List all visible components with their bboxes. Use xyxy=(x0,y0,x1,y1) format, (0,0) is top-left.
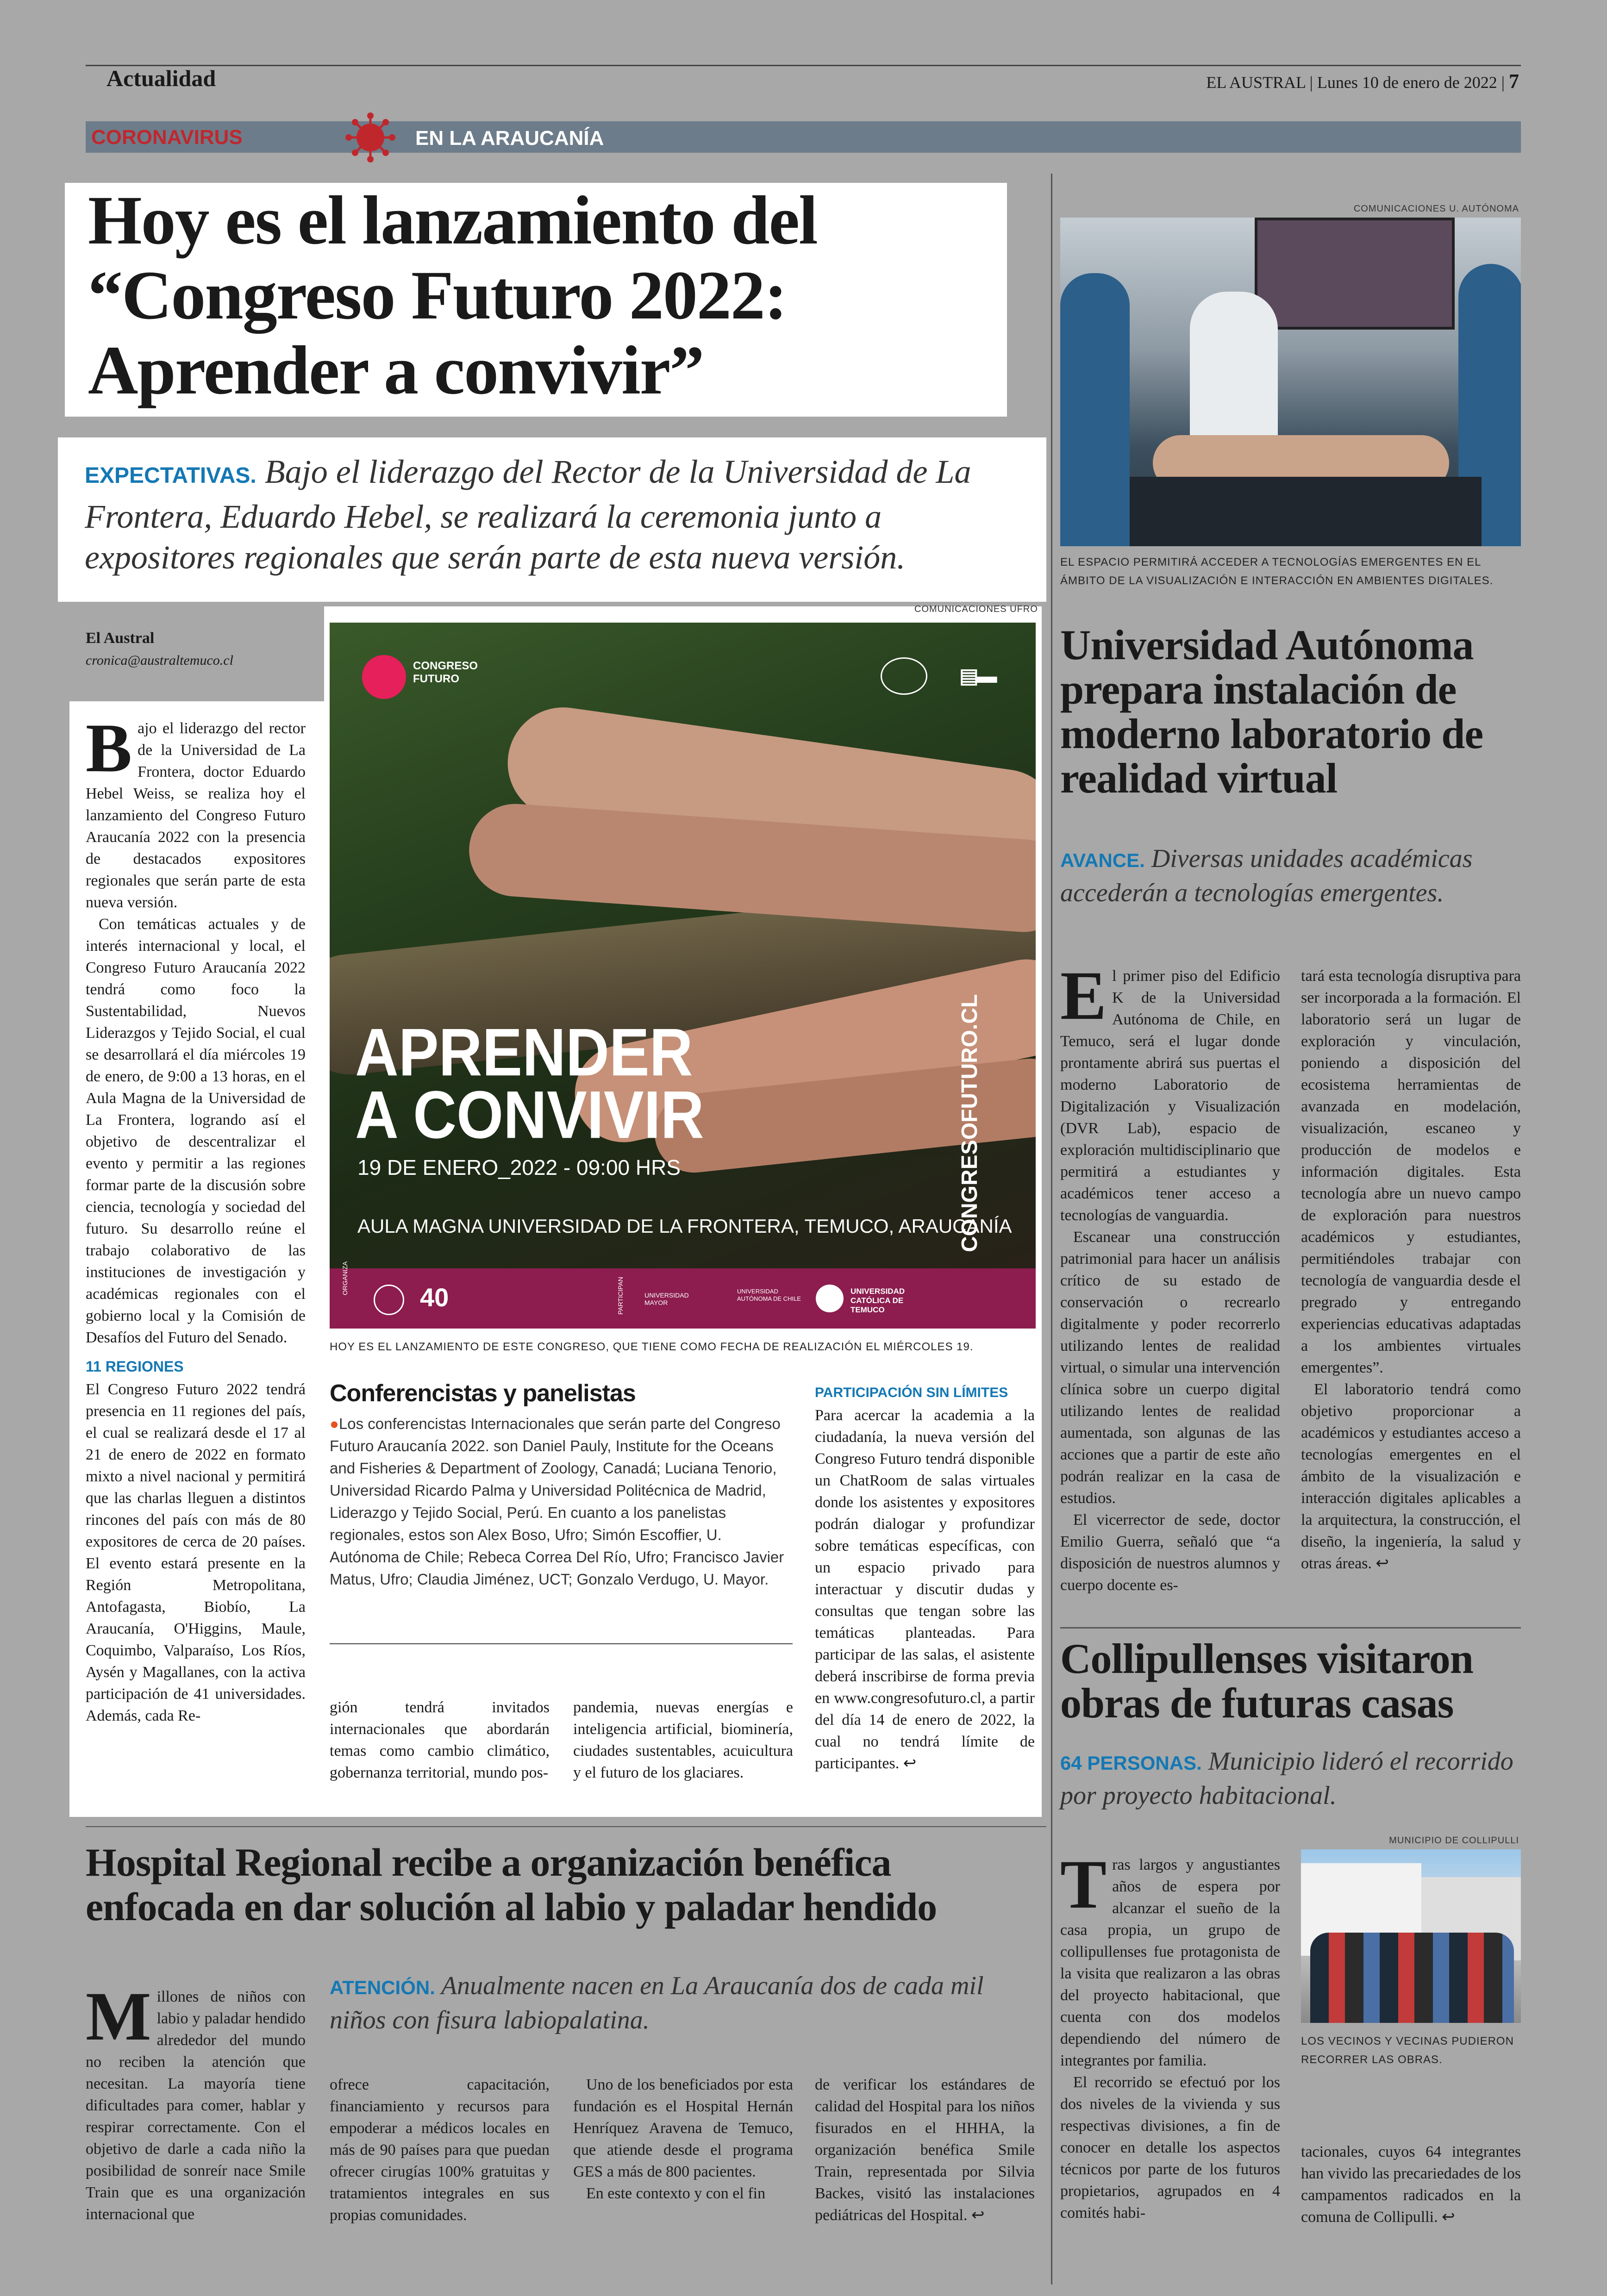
end-mark-icon: ↩ xyxy=(1371,1555,1389,1572)
lead-kicker: EXPECTATIVAS. xyxy=(85,463,256,488)
uni-catolica-logo: UNIVERSIDAD CATÓLICA DE TEMUCO xyxy=(850,1287,905,1314)
vr-column-2 xyxy=(1301,965,1521,1574)
byline-email: cronica@australtemuco.cl xyxy=(86,653,233,668)
lead-column-1 xyxy=(86,710,306,1727)
top-rule xyxy=(86,65,1521,66)
poster-title-1: APRENDER xyxy=(355,1014,693,1090)
hospital-bajada-text: Anualmente nacen en La Araucanía dos de cada mil niños con fisura labiopalatina. xyxy=(330,1972,984,2034)
lead-headline: Hoy es el lanzamiento del “Congreso Futuro 2022: Aprender a convivir” xyxy=(88,182,817,409)
lead-bajada-box xyxy=(58,437,1046,602)
lead-paragraph: pandemia, nuevas energías e inteligencia artificial, biominería, ciudades sustentables, acuicultura y el futuro de los glaciares. xyxy=(573,1699,793,1781)
uct-logo-icon xyxy=(816,1285,844,1312)
lead-column-3 xyxy=(573,1697,793,1784)
end-mark-icon: ↩ xyxy=(899,1755,917,1772)
vr-column-1 xyxy=(1060,957,1280,1596)
folio-sep: | xyxy=(1501,73,1509,92)
end-mark-icon: ↩ xyxy=(967,2207,985,2224)
vr-paragraph: El vicerrector de sede, doctor Emilio Guerra, señaló que “a disposición de nuestros alumnos y cuerpo docente es- xyxy=(1060,1511,1280,1594)
lead-paragraph: Con temáticas actuales y de interés internacional y local, el Congreso Futuro Araucanía 2022 tendrá como foco la Sustentabilidad, Nuevos Liderazgos y Tejido Social, el cual se desarrollará el día miércoles 19 de enero, de 9:00 a 13 horas, en el Aula Magna de la Universidad de La Frontera, logrando así el objetivo de descentralizar el evento y permitir a las regiones formar parte de la discusión sobre ciencia, tecnología y sociedad del futuro. Su desarrollo reúne el trabajo colaborativo de las instituciones de investigación y académicas regionales con el gobierno local y la Comisión de Desafíos del Futuro del Senado. xyxy=(86,916,306,1346)
vr-para1-text: l primer piso del Edificio K de la Universidad Autónoma de Chile, en Temuco, será el lugar donde prontamente abrirá sus puertas el moderno Laboratorio de Digitalización y Visualización (DVR Lab), espacio de exploración multidisciplinario que permitirá a estudiantes y académicos tener acceso a tecnologías de vanguardia. xyxy=(1060,967,1280,1224)
table-shape xyxy=(1130,477,1482,546)
collipulli-photo xyxy=(1301,1849,1521,2023)
dropcap: E xyxy=(1060,957,1107,1034)
vr-photo xyxy=(1060,218,1521,546)
hospital-column-3 xyxy=(573,2074,793,2204)
uni-autonoma-logo: UNIVERSIDAD AUTÓNOMA DE CHILE xyxy=(737,1288,801,1302)
collipulli-bajada xyxy=(1060,1745,1519,1812)
collipulli-kicker: 64 PERSONAS. xyxy=(1060,1752,1202,1774)
paper-name: EL AUSTRAL xyxy=(1206,73,1306,92)
poster-credit: COMUNICACIONES UFRO xyxy=(914,604,1038,614)
subhead-11-regiones: 11 REGIONES xyxy=(86,1358,184,1375)
poster-image xyxy=(330,623,1036,1329)
paper-date: Lunes 10 de enero de 2022 xyxy=(1317,73,1497,92)
vr-photo-credit: COMUNICACIONES U. AUTÓNOMA xyxy=(1353,204,1519,214)
lead-paragraph: gión tendrá invitados internacionales que abordarán temas como cambio climático, gobernanza territorial, mundo pos- xyxy=(330,1699,550,1781)
lead-column-4 xyxy=(815,1382,1035,1774)
hospital-paragraph: Uno de los beneficiados por esta fundación es el Hospital Hernán Henríquez Aravena de Temuco, que atiende desde el programa GES a más de 800 pacientes. xyxy=(573,2076,793,2180)
poster-title-2: A CONVIVIR xyxy=(355,1077,704,1153)
collipulli-column-1 xyxy=(1060,1846,1280,2224)
subhead-participacion: PARTICIPACIÓN SIN LÍMITES xyxy=(815,1385,1008,1400)
lead-bajada-text: Bajo el liderazgo del Rector de la Universidad de La Frontera, Eduardo Hebel, se realizará la ceremonia junto a expositores regionales que serán parte de esta nueva versión. xyxy=(85,453,971,576)
collipulli-paragraph xyxy=(1301,2141,1521,2228)
band-subtitle: EN LA ARAUCANÍA xyxy=(415,127,604,150)
speakers-box-rule xyxy=(330,1643,793,1644)
section-band xyxy=(86,121,1521,153)
dropcap: T xyxy=(1060,1846,1107,1923)
poster-brand: CONGRESO FUTURO xyxy=(413,660,478,685)
poster-url: CONGRESOFUTURO.CL xyxy=(957,994,982,1252)
doctor-shape xyxy=(1190,292,1278,458)
hospital-paragraph xyxy=(815,2074,1035,2226)
hospital-paragraph: ofrece capacitación, financiamiento y recursos para empoderar a médicos locales en más de 90 países para que puedan ofrecer cirugías 100% gratuitas y tratamientos integrales en sus propias comunidades. xyxy=(330,2076,550,2224)
dropcap: B xyxy=(86,710,132,786)
bottom-divider xyxy=(86,1826,1046,1827)
virus-icon xyxy=(345,112,396,163)
hospital-column-1 xyxy=(86,1978,306,2225)
vr-paragraph: Escanear una construcción patrimonial para hacer un análisis crítico de su estado de conservación o recrearlo digitalmente y poder recorrerlo utilizando lentes de realidad virtual, o simular una intervención clínica sobre un cuerpo digital utilizando lentes de realidad aumentada, son algunas de las acciones que a partir de este año podrán realizar en la casa de estudios. xyxy=(1060,1229,1280,1507)
lead-paragraph: El Congreso Futuro 2022 tendrá presencia en 11 regiones del país, el cual se realizará desde el 17 al 21 de enero de 2022 en formato mixto a nivel nacional y permitirá que las charlas lleguen a distintos rincones del país con más de 80 expositores de cerca de 20 países. El evento estará presente en la Región Metropolitana, Antofagasta, Biobío, La Araucanía, O'Higgins, Maule, Coquimbo, Valparaíso, Los Ríos, Aysén y Magallanes, con la activa participación de 41 universidades. Además, cada Re- xyxy=(86,1381,306,1724)
poster-venue: AULA MAGNA UNIVERSIDAD DE LA FRONTERA, TEMUCO, ARAUCANÍA xyxy=(357,1215,1012,1237)
poster-caption: HOY ES EL LANZAMIENTO DE ESTE CONGRESO, QUE TIENE COMO FECHA DE REALIZACIÓN EL MIÉRCOLES 19. xyxy=(330,1341,974,1353)
vr-bajada-text: Diversas unidades académicas accederán a tecnologías emergentes. xyxy=(1060,844,1473,907)
collipulli-para3-text: tacionales, cuyos 64 integrantes han vivido las precariedades de los campamentos radicados en la comuna de Collipulli. xyxy=(1301,2143,1521,2226)
column-divider xyxy=(1051,174,1052,2284)
hospital-headline: Hospital Regional recibe a organización benéfica enfocada en dar solución al labio y paladar hendido xyxy=(86,1840,937,1929)
speakers-text-body: Los conferencistas Internacionales que serán parte del Congreso Futuro Araucanía 2022. son Daniel Pauly, Institute for the Oceans and Fisheries & Department of Zoology, Canadá; Luciana Tenorio, Universidad Ricardo Palma y Universidad Politécnica de Madrid, Liderazgo y Tejido Social, Perú. En cuanto a los panelistas regionales, estos son Alex Boso, Ufro; Simón Escoffier, U. Autónoma de Chile; Rebeca Correa Del Río, Ufro; Francisco Javier Matus, Ufro; Claudia Jiménez, UCT; Gonzalo Verdugo, U. Mayor. xyxy=(330,1415,784,1588)
organiza-label: ORGANIZA xyxy=(341,1261,349,1295)
vr-paragraph xyxy=(1060,957,1280,1226)
vr-caption: EL ESPACIO PERMITIRÁ ACCEDER A TECNOLOGÍAS EMERGENTES EN EL ÁMBITO DE LA VISUALIZACIÓN E INTERACCIÓN EN AMBIENTES DIGITALES. xyxy=(1060,556,1494,587)
vr-kicker: AVANCE. xyxy=(1060,849,1145,871)
uni-mayor-logo: UNIVERSIDAD MAYOR xyxy=(644,1292,689,1306)
congreso-logo-dot xyxy=(362,655,406,699)
folio-sep: | xyxy=(1309,73,1317,92)
hospital-paragraph xyxy=(86,1978,306,2225)
collipulli-caption: LOS VECINOS Y VECINAS PUDIERON RECORRER LAS OBRAS. xyxy=(1301,2035,1514,2066)
hospital-para1-text: illones de niños con labio y paladar hendido alrededor del mundo no reciben la atención que necesitan. La mayoría tiene dificultades para comer, hablar y respirar correctamente. Con el objetivo de darle a cada niño la posibilidad de sonreír nace Smile Train que es una organización internacional que xyxy=(86,1988,306,2223)
anniversary-logo-icon: 40 xyxy=(420,1283,449,1312)
poster-sponsor-bar xyxy=(330,1261,1036,1329)
hospital-column-4 xyxy=(815,2074,1035,2226)
anid-logo-icon: ▤▬ xyxy=(959,665,995,687)
lead-bajada xyxy=(85,451,1034,578)
hospital-paragraph: En este contexto y con el fin xyxy=(586,2185,766,2202)
end-mark-icon: ↩ xyxy=(1438,2209,1455,2226)
collipulli-photo-credit: MUNICIPIO DE COLLIPULLI xyxy=(1389,1835,1519,1846)
collipulli-paragraph xyxy=(1060,1846,1280,2071)
poster-date: 19 DE ENERO_2022 - 09:00 HRS xyxy=(357,1155,681,1179)
collipulli-bajada-text: Municipio lideró el recorrido por proyecto habitacional. xyxy=(1060,1747,1513,1810)
senate-seal-icon xyxy=(881,657,927,695)
page-number: 7 xyxy=(1509,70,1519,93)
lead-para6-text: Para acercar la academia a la ciudadanía, la nueva versión del Congreso Futuro tendrá disponible un ChatRoom de salas virtuales donde los asistentes y expositores podrán dialogar y profundizar sobre temáticas específicas, con un espacio privado para interactuar y discutir dudas y consultas que tengan sobre las temáticas planteadas. Para participar de las salas, el asistente deberá inscribirse de forma previa en www.congresofuturo.cl, a partir del día 14 de enero de 2022, la cual no tendrá límite de participantes. xyxy=(815,1407,1035,1772)
hospital-para5-text: de verificar los estándares de calidad del Hospital para los niños fisurados en el HHHA, la organización benéfica Smile Train, representada por Silvia Backes, visitó las instalaciones pediátricas del Hospital. xyxy=(815,2076,1035,2224)
lead-column-2 xyxy=(330,1697,550,1784)
vr-headline: Universidad Autónoma prepara instalación de moderno laboratorio de realidad virtual xyxy=(1060,621,1483,802)
hospital-kicker: ATENCIÓN. xyxy=(330,1977,435,1998)
vr-para5-text: El laboratorio tendrá como objetivo proporcionar a académicos y estudiantes acceso a tecnologías emergentes en el ámbito de la visualización e interacción digitales aplicables a la arquitectura, la construcción, el diseño, la ingeniería, la salud y otras áreas. xyxy=(1301,1381,1521,1572)
folio xyxy=(1206,69,1519,93)
dropcap: M xyxy=(86,1978,151,2055)
band-label: CORONAVIRUS xyxy=(91,126,243,149)
collipulli-headline: Collipullenses visitaron obras de futuras casas xyxy=(1060,1635,1473,1727)
ufro-logo-icon xyxy=(374,1285,404,1315)
participan-label: PARTICIPAN xyxy=(617,1277,624,1315)
screen-shape xyxy=(1255,218,1455,330)
hospital-bajada xyxy=(330,1970,1043,2036)
person-shape xyxy=(1060,273,1130,546)
right-divider xyxy=(1060,1627,1521,1628)
section-label: Actualidad xyxy=(106,65,216,91)
lead-headline-box xyxy=(65,183,1007,417)
lead-paragraph xyxy=(815,1404,1035,1774)
lead-paragraph xyxy=(86,710,306,913)
vr-paragraph xyxy=(1301,1379,1521,1574)
speakers-title: Conferencistas y panelistas xyxy=(330,1380,636,1407)
vr-paragraph: tará esta tecnología disruptiva para ser incorporada a la formación. El laboratorio será un lugar de exploración y vinculación, poniendo a disposición del ecosistema herramientas de avanzada en modelación, visualización, escaneo y producción de modelos e información digitales. Esta tecnología abre un nuevo campo de exploración para nuestros académicos y estudiantes, permitiéndoles trabajar con tecnología de vanguardia desde el pregrado y entregando experiencias educativas adaptadas a los ambientes virtuales emergentes”. xyxy=(1301,967,1521,1376)
bullet-icon: ● xyxy=(330,1415,339,1432)
lead-para1-text: ajo el liderazgo del rector de la Universidad de La Frontera, doctor Eduardo Hebel Weiss, se realiza hoy el lanzamiento del Congreso Futuro Araucanía 2022 con la presencia de destacados expositores regionales que serán parte de esta nueva versión. xyxy=(86,720,306,911)
collipulli-column-2 xyxy=(1301,2141,1521,2228)
byline: El Austral xyxy=(86,630,155,647)
hospital-column-2 xyxy=(330,2074,550,2226)
people-group-shape xyxy=(1310,1933,1514,2023)
vr-bajada xyxy=(1060,842,1519,909)
collipulli-paragraph: El recorrido se efectuó por los dos niveles de la vivienda y sus respectivas divisiones, a fin de conocer en detalle los aspectos técnicos por parte de los futuros propietarios, agrupados en 4 comités habi- xyxy=(1060,2074,1280,2221)
speakers-text xyxy=(330,1413,793,1591)
speakers-box xyxy=(330,1379,793,1591)
collipulli-para1-text: ras largos y angustiantes años de espera por alcanzar el sueño de la casa propia, un grupo de collipullenses fue protagonista de la visita que realizaron a las obras del proyecto habitacional, que cuenta con dos modelos dependiendo del número de integrantes por familia. xyxy=(1060,1856,1280,2069)
